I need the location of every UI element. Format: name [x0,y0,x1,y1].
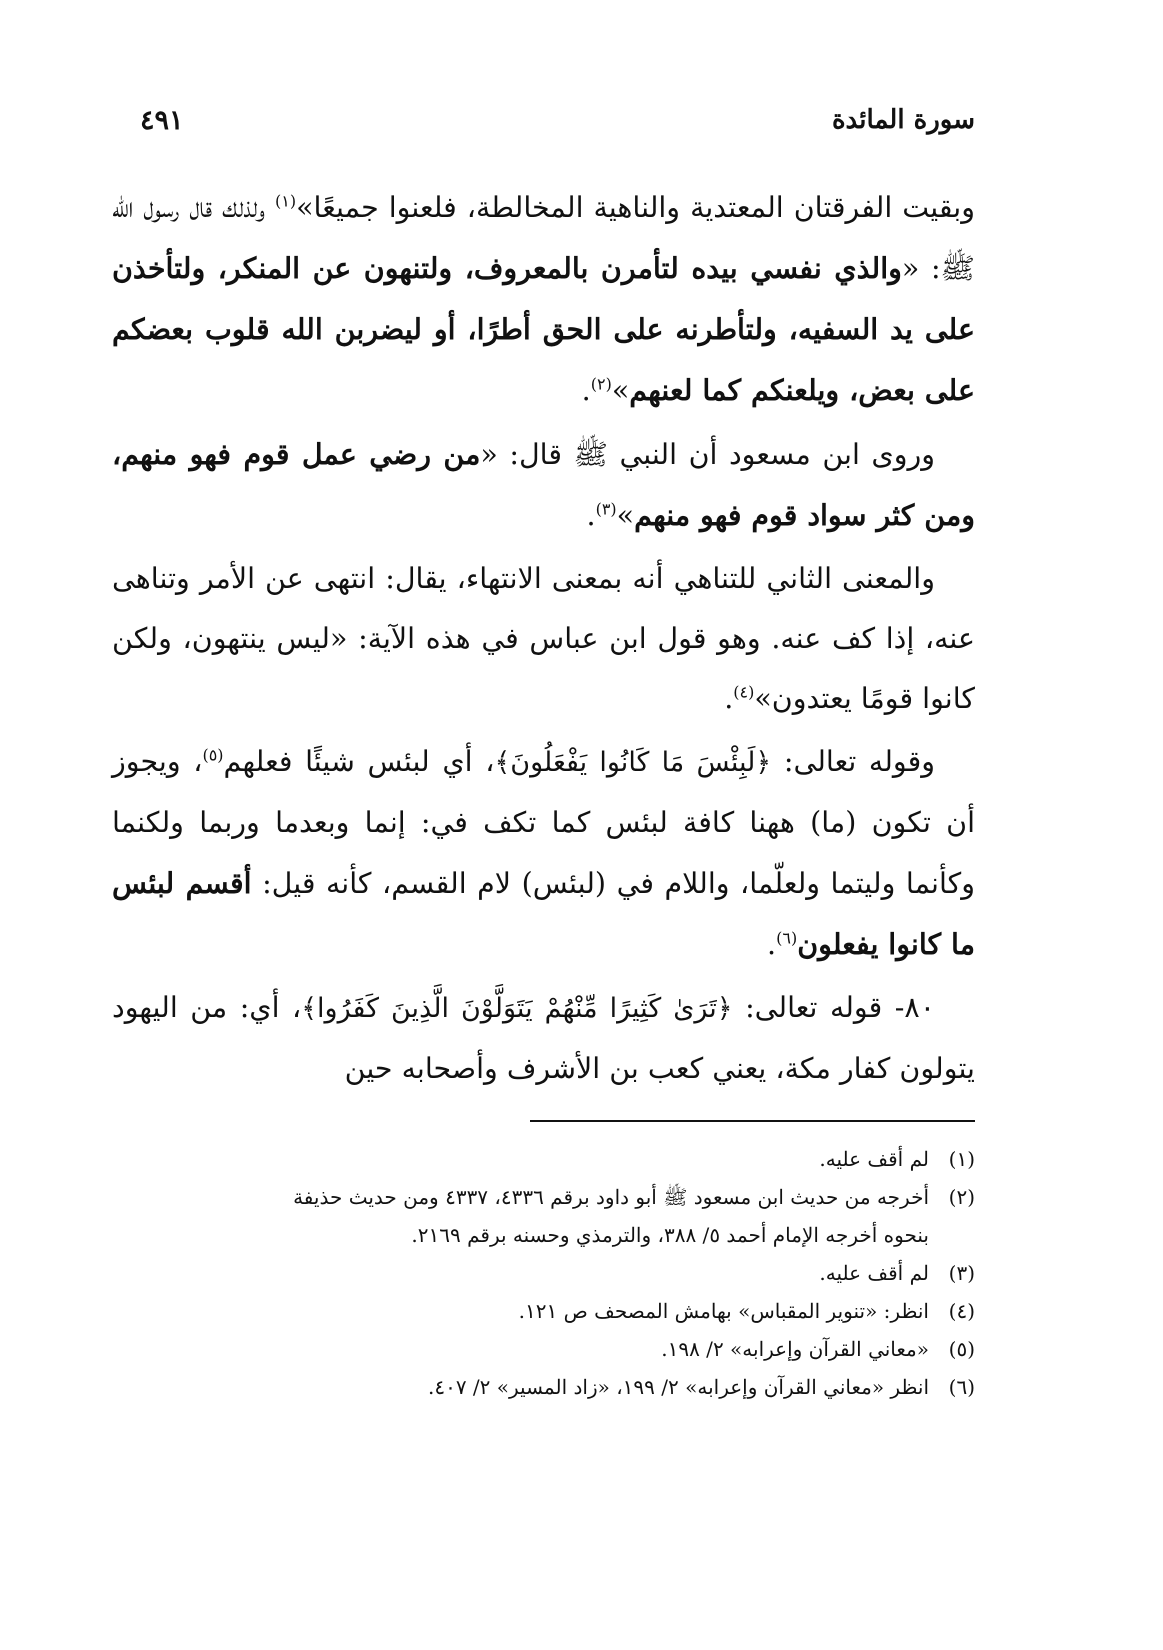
paragraph-1-text-b: ولذلك قال رسول الله ﷺ: « [112,191,975,285]
page-number: ٤٩١ [140,104,184,136]
footnote-1 [112,1140,975,1178]
footnote-number: (٤) [948,1299,975,1323]
footnote-separator [530,1120,975,1122]
page-header [140,100,975,140]
surah-title: سورة المائدة [831,105,975,135]
paragraph-4-text-b: ، أي لبئس شيئًا فعلهم [223,745,495,778]
paragraph-3 [112,549,975,729]
footnote-ref: (٥) [202,745,224,765]
full-stop: . [724,682,734,715]
paragraph-4 [112,732,975,975]
hadith-text: من رضي عمل قوم فهو منهم، ومن كثر سواد قوم فهو منهم [112,437,975,532]
main-text [112,178,975,1102]
footnote-text: انظر: «تنوير المقباس» بهامش المصحف ص ١٢١. [518,1299,929,1323]
footnote-text: «معاني القرآن وإعرابه» ٢/ ١٩٨. [661,1337,929,1361]
footnote-ref: (٦) [776,928,798,948]
verse-number-label: ٨٠- قوله تعالى: [732,991,936,1024]
footnote-number: (٣) [948,1261,975,1285]
bold-phrase: أقسم لبئس ما كانوا يفعلون [112,866,975,961]
footnote-ref: (٢) [590,374,612,394]
paragraph-4-text-c: ، ويجوز أن تكون (ما) ههنا كافة لبئس كما تكف في: إنما وبعدما وربما ولكنما وكأنما وليتما ولعلّما، واللام في (لبئس) لام القسم، كأنه قيل: [112,745,975,900]
quran-verse: ﴿تَرَىٰ كَثِيرًا مِّنْهُمْ يَتَوَلَّوْنَ الَّذِينَ كَفَرُوا﴾ [301,993,733,1024]
footnote-ref: (١) [275,191,297,211]
paragraph-3-text: والمعنى الثاني للتناهي أنه بمعنى الانتهاء، يقال: انتهى عن الأمر وتناهى عنه، إذا كف عنه. وهو قول ابن عباس في هذه الآية: «ليس ينتهون، ولكن كانوا قومًا يعتدون» [112,562,975,715]
paragraph-5 [112,978,975,1099]
quran-verse: ﴿لَبِئْسَ مَا كَانُوا يَفْعَلُونَ﴾ [494,747,772,778]
paragraph-2 [112,424,975,546]
paragraph-5-text: ، أي: من اليهود يتولون كفار مكة، يعني كعب بن الأشرف وأصحابه حين [112,991,975,1085]
paragraph-2-text: وروى ابن مسعود أن النبي ﷺ قال: « [480,438,936,471]
footnote-5 [112,1330,975,1368]
paragraph-4-text: وقوله تعالى: [771,745,935,778]
footnote-text: لم أقف عليه. [819,1261,929,1285]
footnote-ref: (٣) [595,499,617,519]
full-stop: . [586,499,596,532]
footnotes [112,1140,975,1406]
footnote-text: لم أقف عليه. [819,1147,929,1171]
footnote-number: (٦) [948,1375,975,1399]
footnote-6 [112,1368,975,1406]
footnote-text: أخرجه من حديث ابن مسعود ﷺ أبو داود برقم ٤٣٣٦، ٤٣٣٧ ومن حديث حذيفة [293,1185,929,1209]
footnote-4 [112,1292,975,1330]
footnote-2-continuation: بنحوه أخرجه الإمام أحمد ٥/ ٣٨٨، والترمذي وحسنه برقم ٢١٦٩. [411,1223,929,1247]
footnote-number: (٢) [948,1185,975,1209]
footnote-3 [112,1254,975,1292]
full-stop: . [767,928,777,961]
footnote-number: (١) [948,1147,975,1171]
closing-quote: » [611,374,630,407]
closing-quote: » [616,499,635,532]
footnote-text: انظر «معاني القرآن وإعرابه» ٢/ ١٩٩، «زاد المسير» ٢/ ٤٠٧. [427,1375,929,1399]
footnote-2 [112,1178,975,1216]
paragraph-1 [112,178,975,421]
hadith-text: والذي نفسي بيده لتأمرن بالمعروف، ولتنهون عن المنكر، ولتأخذن على يد السفيه، ولتأطرنه على الحق أطرًا، أو ليضربن الله قلوب بعضكم على بعض، ويلعنكم كما لعنهم [112,251,975,407]
footnote-ref: (٤) [733,682,755,702]
footnote-number: (٥) [948,1337,975,1361]
paragraph-1-text: وبقيت الفرقتان المعتدية والناهية المخالطة، فلعنوا جميعًا» [296,191,976,224]
full-stop: . [581,374,591,407]
